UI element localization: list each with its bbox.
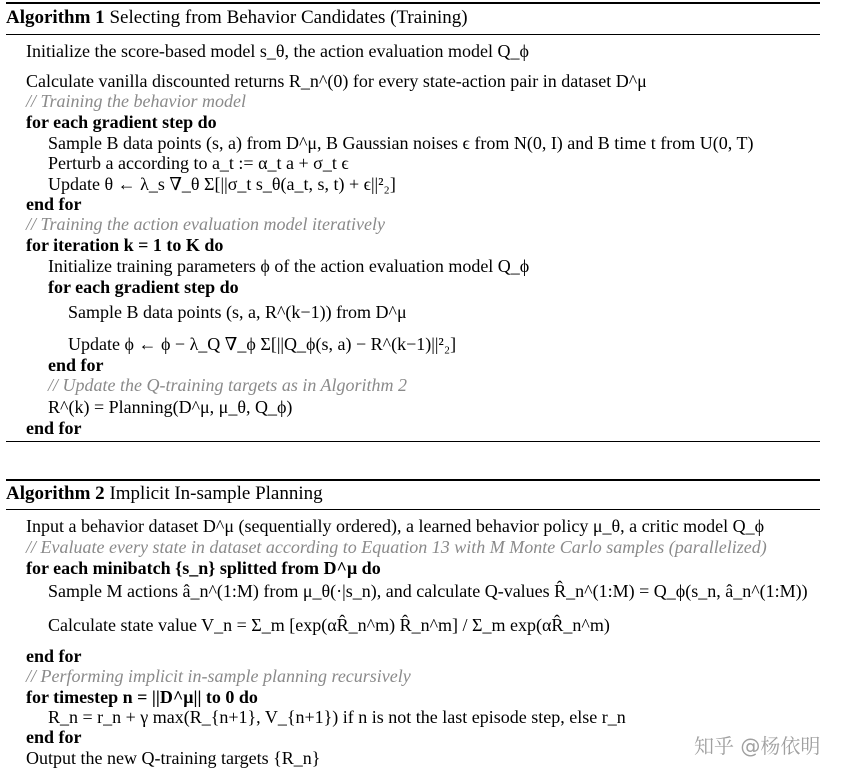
line-output: Output the new Q-training targets {R_n} xyxy=(26,748,321,768)
algorithm-1-caption: Algorithm 1 Selecting from Behavior Candidates (Training) xyxy=(6,7,468,28)
comment-action-eval: // Training the action evaluation model iteratively xyxy=(26,214,385,234)
line-sample-2: Sample B data points (s, a, R^(k−1)) from D^μ xyxy=(68,302,407,322)
line-sample-actions: Sample M actions â_n^(1:M) from μ_θ(·|s_n), and calculate Q-values R̂_n^(1:M) = Q_ϕ(s_n, â_n^(1:M)) xyxy=(48,581,808,601)
line-state-value: Calculate state value V_n = Σ_m [exp(αR̂_n^m) R̂_n^m] / Σ_m exp(αR̂_n^m) xyxy=(48,615,610,635)
line-planning: R^(k) = Planning(D^μ, μ_θ, Q_ϕ) xyxy=(48,397,293,417)
for-timestep: for timestep n = ||D^μ|| to 0 do xyxy=(26,687,258,707)
end-for-2: end for xyxy=(26,727,82,747)
line-vanilla: Calculate vanilla discounted returns R_n^(0) for every state-action pair in dataset D^μ xyxy=(26,71,647,91)
bottom-rule xyxy=(6,441,820,442)
line-update-phi: Update ϕ ← ϕ − λ_Q ∇_ϕ Σ[||Q_ϕ(s, a) − R^(k−1)||²₂] xyxy=(68,334,457,354)
for-iteration: for iteration k = 1 to K do xyxy=(26,235,224,255)
for-minibatch: for each minibatch {s_n} splitted from D^μ do xyxy=(26,558,381,578)
algorithm-1 xyxy=(6,0,820,445)
caption-rule xyxy=(6,34,820,35)
line-perturb: Perturb a according to a_t := α_t a + σ_t ϵ xyxy=(48,153,349,173)
comment-planning: // Performing implicit in-sample planning recursively xyxy=(26,666,411,686)
end-for-3: end for xyxy=(26,418,82,438)
line-init-phi: Initialize training parameters ϕ of the action evaluation model Q_ϕ xyxy=(48,256,530,276)
top-rule xyxy=(6,2,820,4)
line-update-theta: Update θ ← λ_s ∇_θ Σ[||σ_t s_θ(a_t, s, t) + ϵ||²₂] xyxy=(48,174,396,194)
line-sample: Sample B data points (s, a) from D^μ, B Gaussian noises ϵ from N(0, I) and B time t from U(0, T) xyxy=(48,133,754,153)
line-input: Input a behavior dataset D^μ (sequentially ordered), a learned behavior policy μ_θ, a critic model Q_ϕ xyxy=(26,516,765,536)
zhihu-watermark: 知乎 @杨依明 xyxy=(694,734,821,758)
for-gradient-step: for each gradient step do xyxy=(26,112,217,132)
algorithm-2-caption: Algorithm 2 Implicit In-sample Planning xyxy=(6,483,323,504)
comment-update-targets: // Update the Q-training targets as in Algorithm 2 xyxy=(48,375,407,395)
end-for-2: end for xyxy=(48,355,104,375)
end-for-1: end for xyxy=(26,646,82,666)
top-rule xyxy=(6,479,820,481)
line-init: Initialize the score-based model s_θ, the action evaluation model Q_ϕ xyxy=(26,41,529,61)
for-gradient-step-2: for each gradient step do xyxy=(48,277,239,297)
comment-behavior: // Training the behavior model xyxy=(26,91,246,111)
line-recursion: R_n = r_n + γ max(R_{n+1}, V_{n+1}) if n is not the last episode step, else r_n xyxy=(48,707,626,727)
end-for-1: end for xyxy=(26,194,82,214)
comment-evaluate: // Evaluate every state in dataset according to Equation 13 with M Monte Carlo samples (parallelized) xyxy=(26,537,767,557)
caption-rule xyxy=(6,509,820,510)
